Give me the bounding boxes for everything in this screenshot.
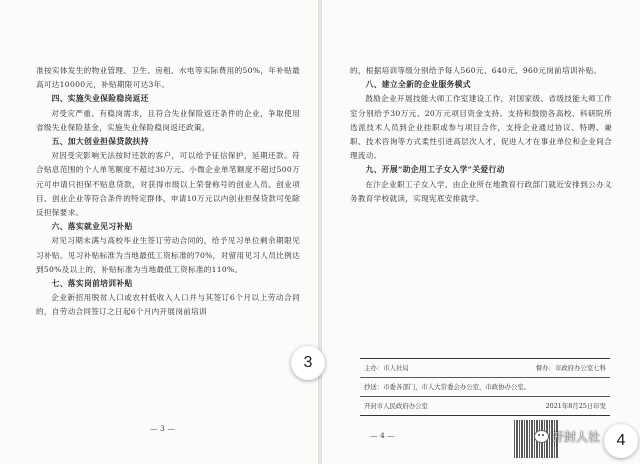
section-heading: 七、落实岗前培训补贴: [51, 279, 133, 289]
footer-cc: 抄送：市委各部门，市人大常委会办公室，市政协办公室。: [364, 383, 531, 391]
watermark-text: 开封人社: [552, 430, 601, 444]
paragraph: 的，根据培训等级分别给予每人560元、640元、960元岗前培训补贴。: [350, 66, 602, 75]
paragraph: 准按实体发生的物业管理、卫生、房租、水电等实际费用的50%，年补贴最高可达10000元，补贴期限可达3年。: [36, 66, 300, 90]
page-badge-3[interactable]: 3: [291, 346, 325, 380]
section-heading: 六、落实就业见习补贴: [51, 222, 133, 232]
paragraph: 对受灾严重、有稳岗需求，且符合失业保险返还条件的企业，争取使用省级失业保险基金，实施失业保险稳岗返还政策。: [36, 108, 300, 132]
page-number-3: — 3 —: [150, 424, 175, 433]
section-heading: 八、建立全新的企业服务模式: [365, 80, 471, 90]
footer-date: 2021年8月25日印发: [545, 402, 606, 410]
document-footer: [360, 358, 610, 416]
paragraph: 在汴企业职工子女入学，由企业所在地教育行政部门就近安排到公办义务教育学校就读，实现宪底安排就学。: [350, 179, 612, 203]
footer-row-cc: [360, 377, 610, 396]
page-number-4: — 4 —: [370, 431, 395, 440]
page-badge-4[interactable]: 4: [604, 424, 638, 458]
section-heading: 五、加大创业担保贷款扶持: [51, 137, 149, 147]
paragraph: 企业新招用脱贫人口或农村低收入人口并与其签订6个月以上劳动合同的，自劳动合同签订之日起6个月内开展岗前培训: [36, 293, 300, 317]
paragraph: 对因受灾影响无法按时还款的客户，可以给予征信保护，延期还款。符合贴息范围的个人单笔额度不超过30万元、小微企业单笔额度不超过500万元可申请只担保不贴息贷款，对获得市级以上荣誉称号的创业人员、创业项目、创业企业等符合条件的特定群体，申请10万元以内创业担保贷款可免除反担保要求。: [36, 151, 300, 218]
footer-supervisor: 督办：市政府办公室七科: [535, 364, 606, 372]
wechat-icon: [534, 430, 549, 443]
page-3-body: [36, 64, 300, 320]
watermark: [534, 428, 600, 445]
page-3: [0, 0, 318, 464]
footer-row-sponsor: [360, 358, 610, 377]
footer-row-issuer: [360, 396, 610, 416]
paragraph: 对见习期未满与高校毕业生签订劳动合同的，给予见习单位剩余期限见习补贴。见习补贴标准为当地最低工资标准的70%，对留用见习人员比例达到50%及以上的，补贴标准为当地最低工资标准的110%。: [36, 236, 300, 274]
footer-issuer: 开封市人民政府办公室: [364, 402, 428, 410]
paragraph: 鼓励企业开展技能大师工作室建设工作，对国家级、省级技能大师工作室分别给予30万元、20万元项目资金支持。支持和鼓励各高校、科研院所选派技术人员到企业挂职或参与项目合作，支持企业通过协议、特聘、兼职、技术咨询等方式柔性引进高层次人才，促进人才在事业单位和企业间合理流动。: [350, 94, 612, 161]
section-heading: 九、开展“助企用工子女入学”关爱行动: [365, 165, 505, 175]
page-4-body: [350, 64, 612, 206]
section-heading: 四、实施失业保险稳岗返还: [51, 94, 149, 104]
footer-sponsor: 主办：市人社局: [364, 364, 409, 372]
